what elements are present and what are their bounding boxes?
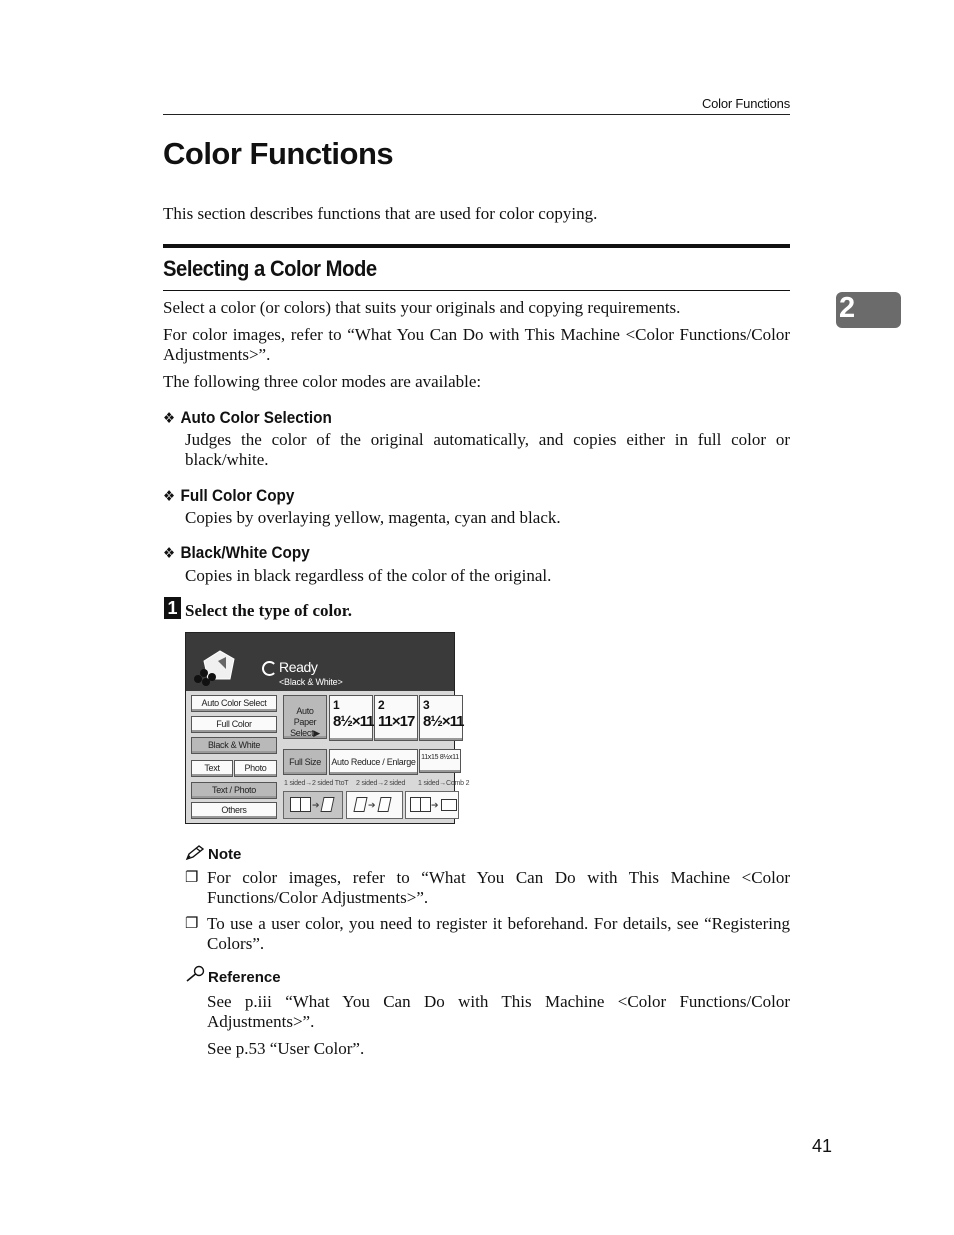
black-white-button[interactable]: Black & White (191, 737, 277, 754)
duplex-label-3: 1 sided→Comb 2 (418, 780, 470, 787)
checkbox-bullet-icon: ❐ (185, 870, 199, 886)
section-rule-bottom (163, 290, 790, 291)
page-icon (353, 797, 367, 812)
section-rule-top (163, 244, 790, 248)
arrow-right-icon: ➔ (368, 800, 376, 810)
running-header: Color Functions (701, 96, 790, 111)
page-icon (420, 797, 431, 812)
mode-desc-black-white: Copies in black regardless of the color of the original. (185, 566, 552, 585)
note-item-2: ❐ To use a user color, you need to register it beforehand. For details, see “Registering Colors”. (185, 914, 790, 953)
page-icon (377, 797, 391, 812)
paper-tray-size: 11×17 (378, 713, 415, 730)
reference-item-2: See p.53 “User Color”. (207, 1039, 365, 1058)
text-photo-button[interactable]: Text / Photo (191, 782, 277, 799)
mode-desc-auto-color: Judges the color of the original automatically, and copies either in full color or black/white. (185, 430, 790, 469)
ratio-button[interactable]: 11x15 8½x11 (419, 749, 461, 773)
page-title: Color Functions (163, 136, 394, 171)
section-heading: Selecting a Color Mode (163, 256, 377, 281)
mode-title-black-white: ❖ Black/White Copy (163, 543, 310, 562)
full-size-button[interactable]: Full Size (283, 749, 327, 775)
photo-button[interactable]: Photo (234, 760, 277, 777)
duplex-2to2-button[interactable] (346, 791, 403, 819)
auto-color-select-button[interactable]: Auto Color Select (191, 695, 277, 712)
duplex-1to2-button[interactable] (283, 791, 343, 819)
magnifier-icon (185, 965, 207, 983)
pencil-icon (185, 845, 205, 861)
mode-title-full-color: ❖ Full Color Copy (163, 486, 295, 505)
header-rule (163, 114, 790, 115)
note-heading: Note (185, 845, 241, 863)
arrow-right-icon: ➔ (431, 800, 439, 810)
page-number: 41 (812, 1136, 833, 1156)
checkbox-bullet-icon: ❐ (185, 916, 199, 932)
chapter-number: 2 (839, 292, 856, 324)
duplex-combine-button[interactable] (405, 791, 459, 819)
status-spinner-icon (262, 661, 277, 676)
paper-tray-number: 3 (423, 698, 430, 712)
section-paragraph-1: Select a color (or colors) that suits your originals and copying requirements. (163, 298, 681, 317)
mode-title-auto-color: ❖ Auto Color Selection (163, 408, 332, 427)
step-number-badge: 1 (164, 597, 181, 619)
note-item-1: ❐ For color images, refer to “What You Can Do with This Machine <Color Functions/Color Adjustments>”. (185, 868, 790, 907)
paper-tray-size: 8½×11 (333, 713, 374, 730)
section-paragraph-2: For color images, refer to “What You Can Do with This Machine <Color Functions/Color Adjustments>”. (163, 325, 790, 364)
paper-tray-1[interactable] (329, 695, 373, 741)
auto-paper-select-button[interactable]: Auto Paper Select▶ (283, 695, 327, 739)
step-instruction: Select the type of color. (185, 601, 352, 620)
control-panel-screenshot (185, 632, 470, 824)
auto-reduce-enlarge-button[interactable]: Auto Reduce / Enlarge (329, 749, 418, 775)
page-icon (300, 797, 311, 812)
paper-tray-number: 2 (378, 698, 385, 712)
page-icon (320, 797, 334, 812)
paper-tray-2[interactable] (374, 695, 418, 741)
duplex-label-2: 2 sided→2 sided (356, 780, 406, 787)
diamond-bullet-icon: ❖ (163, 488, 176, 505)
paper-tray-3[interactable] (419, 695, 463, 741)
screen-status-bar (186, 633, 454, 691)
diamond-bullet-icon: ❖ (163, 545, 176, 562)
section-paragraph-3: The following three color modes are available: (163, 372, 482, 391)
reference-item-1: See p.iii “What You Can Do with This Machine <Color Functions/Color Adjustments>”. (207, 992, 790, 1031)
chapter-tab (836, 292, 901, 328)
status-color-mode: <Black & White> (279, 677, 343, 687)
mode-desc-full-color: Copies by overlaying yellow, magenta, cyan and black. (185, 508, 561, 527)
duplex-label-1: 1 sided→2 sided TtoT (284, 780, 349, 787)
page-icon (441, 799, 457, 811)
machine-logo-icon (190, 639, 250, 689)
reference-heading: Reference (185, 965, 281, 986)
arrow-right-icon: ➔ (312, 800, 320, 810)
status-ready: Ready (279, 659, 318, 675)
paper-tray-size: 8½×11 (423, 713, 464, 730)
text-button[interactable]: Text (191, 760, 233, 777)
others-button[interactable]: Others (191, 802, 277, 819)
paper-tray-number: 1 (333, 698, 340, 712)
intro-paragraph: This section describes functions that are used for color copying. (163, 204, 598, 223)
diamond-bullet-icon: ❖ (163, 410, 176, 427)
full-color-button[interactable]: Full Color (191, 716, 277, 733)
